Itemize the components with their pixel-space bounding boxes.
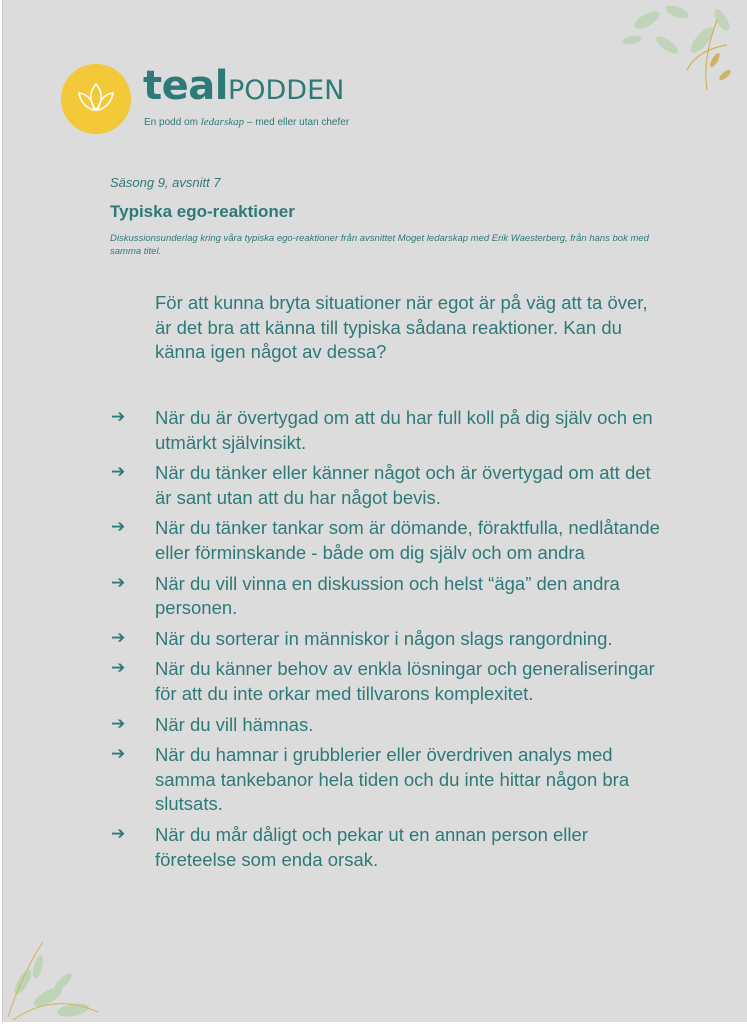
list-item-text: När du sorterar in människor i någon slags rangordning. xyxy=(155,627,613,649)
reaction-list xyxy=(111,406,671,878)
arrow-right-icon: ➔ xyxy=(111,658,126,679)
list-item-text: När du hamnar i grubblerier eller överdriven analys med samma tankebanor hela tiden och du inte hittar någon bra slutsats. xyxy=(155,744,630,815)
list-item xyxy=(111,823,671,872)
arrow-right-icon: ➔ xyxy=(111,517,126,538)
list-item xyxy=(111,516,671,565)
arrow-right-icon: ➔ xyxy=(111,462,126,483)
leaf-decoration-top-right xyxy=(607,0,747,100)
list-item-text: När du tänker eller känner något och är övertygad om att det är sant utan att du har något bevis. xyxy=(155,462,651,508)
brand-tagline xyxy=(144,116,349,128)
page-title: Typiska ego-reaktioner xyxy=(110,202,295,221)
leaf-decoration-bottom-left xyxy=(3,912,113,1022)
list-item xyxy=(111,461,671,510)
list-item xyxy=(111,657,671,706)
list-item xyxy=(111,406,671,455)
list-item xyxy=(111,627,671,652)
list-item xyxy=(111,713,671,738)
brand-name-rest: PODDEN xyxy=(227,75,345,106)
list-item xyxy=(111,743,671,817)
tagline-before: En podd om xyxy=(144,117,201,128)
lotus-icon xyxy=(75,80,117,116)
arrow-right-icon: ➔ xyxy=(111,713,126,734)
arrow-right-icon: ➔ xyxy=(111,823,126,844)
brand-wordmark xyxy=(143,63,345,109)
logo xyxy=(61,64,131,134)
intro-paragraph: För att kunna bryta situationer när egot är på väg att ta över, är det bra att känna till typiska sådana reaktioner. Kan du känna igen något av dessa? xyxy=(155,292,648,363)
arrow-right-icon: ➔ xyxy=(111,627,126,648)
list-item-text: När du känner behov av enkla lösningar och generaliseringar för att du inte orkar med tillvarons komplexitet. xyxy=(155,658,655,704)
list-item-text: När du mår dåligt och pekar ut en annan person eller företeelse som enda orsak. xyxy=(155,823,588,870)
tagline-after: – med eller utan chefer xyxy=(244,117,350,128)
arrow-right-icon: ➔ xyxy=(111,572,126,593)
tagline-italic: ledarskap xyxy=(200,116,245,128)
arrow-right-icon: ➔ xyxy=(111,407,126,427)
list-item-text: När du är övertygad om att du har full koll på dig själv och en utmärkt självinsikt. xyxy=(155,407,653,453)
season-label: Säsong 9, avsnitt 7 xyxy=(110,175,221,190)
list-item xyxy=(111,572,671,621)
description: Diskussionsunderlag kring våra typiska ego-reaktioner från avsnittet Moget ledarskap med Erik Waesterberg, från hans bok med samma titel. xyxy=(110,233,649,257)
list-item-text: När du vill vinna en diskussion och helst “äga” den andra personen. xyxy=(155,572,620,619)
list-item-text: När du tänker tankar som är dömande, föraktfulla, nedlåtande eller förminskande - både om dig själv och om andra xyxy=(155,517,660,563)
list-item-text: När du vill hämnas. xyxy=(155,713,314,735)
brand-name-bold: teal xyxy=(143,63,228,109)
arrow-right-icon: ➔ xyxy=(111,744,126,765)
document-page xyxy=(2,0,747,1022)
